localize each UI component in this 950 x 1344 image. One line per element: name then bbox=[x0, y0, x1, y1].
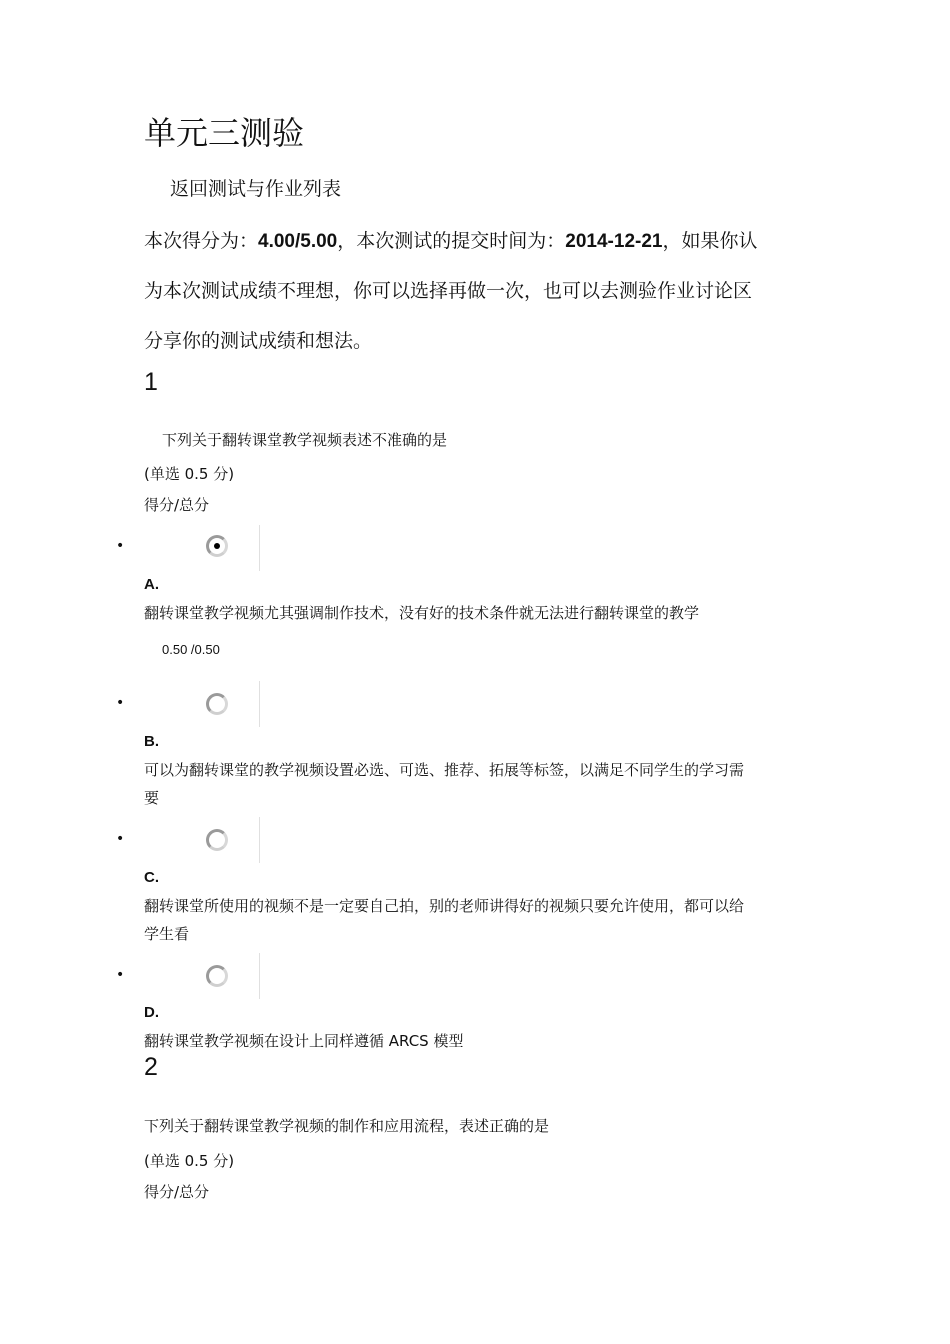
divider bbox=[259, 817, 260, 863]
summary-line-2: 为本次测试成绩不理想，你可以选择再做一次，也可以去测验作业讨论区 bbox=[144, 280, 753, 302]
option-a-text: 翻转课堂教学视频尤其强调制作技术，没有好的技术条件就无法进行翻转课堂的教学 bbox=[144, 604, 700, 622]
question-text: 下列关于翻转课堂教学视频表述不准确的是 bbox=[162, 431, 448, 449]
option-d-text: 翻转课堂教学视频在设计上同样遵循 ARCS 模型 bbox=[144, 1032, 464, 1050]
option-d-letter: D. bbox=[144, 1004, 159, 1021]
option-c-text-line-2: 学生看 bbox=[144, 925, 190, 943]
option-c-text-line-1: 翻转课堂所使用的视频不是一定要自己拍，别的老师讲得好的视频只要允许使用，都可以给 bbox=[144, 897, 745, 915]
option-c-radio[interactable] bbox=[206, 829, 228, 851]
question-number: 2 bbox=[144, 1053, 158, 1081]
score-value: 4.00/5.00 bbox=[258, 231, 338, 252]
summary-line-1 bbox=[144, 226, 758, 253]
option-a-score: 0.50 /0.50 bbox=[162, 642, 220, 657]
bullet: • bbox=[116, 538, 125, 554]
option-a-radio[interactable] bbox=[206, 535, 228, 557]
option-b-letter: B. bbox=[144, 733, 159, 750]
back-to-list-link[interactable]: 返回测试与作业列表 bbox=[170, 178, 342, 200]
page-title: 单元三测验 bbox=[144, 114, 305, 152]
submit-date: 2014-12-21 bbox=[565, 231, 663, 252]
divider bbox=[259, 953, 260, 999]
option-b-text-line-2: 要 bbox=[144, 789, 160, 807]
score-label: 得分/总分 bbox=[144, 1183, 210, 1201]
option-b-text-line-1: 可以为翻转课堂的教学视频设置必选、可选、推荐、拓展等标签，以满足不同学生的学习需 bbox=[144, 761, 745, 779]
divider bbox=[259, 681, 260, 727]
bullet: • bbox=[116, 967, 125, 983]
option-a-letter: A. bbox=[144, 576, 159, 593]
option-b-radio[interactable] bbox=[206, 693, 228, 715]
question-number: 1 bbox=[144, 368, 158, 396]
summary-text-1: 本次得分为： bbox=[144, 230, 259, 252]
divider bbox=[259, 525, 260, 571]
question-text: 下列关于翻转课堂教学视频的制作和应用流程，表述正确的是 bbox=[144, 1117, 550, 1135]
option-c-letter: C. bbox=[144, 869, 159, 886]
question-type: (单选 0.5 分) bbox=[144, 465, 235, 483]
summary-line-3: 分享你的测试成绩和想法。 bbox=[144, 330, 373, 352]
bullet: • bbox=[116, 831, 125, 847]
option-d-radio[interactable] bbox=[206, 965, 228, 987]
question-type: (单选 0.5 分) bbox=[144, 1152, 235, 1170]
summary-text-3: ，如果你认 bbox=[662, 230, 758, 252]
summary-text-2: ，本次测试的提交时间为： bbox=[337, 230, 566, 252]
radio-selected-dot bbox=[214, 543, 220, 549]
bullet: • bbox=[116, 695, 125, 711]
score-label: 得分/总分 bbox=[144, 496, 210, 514]
